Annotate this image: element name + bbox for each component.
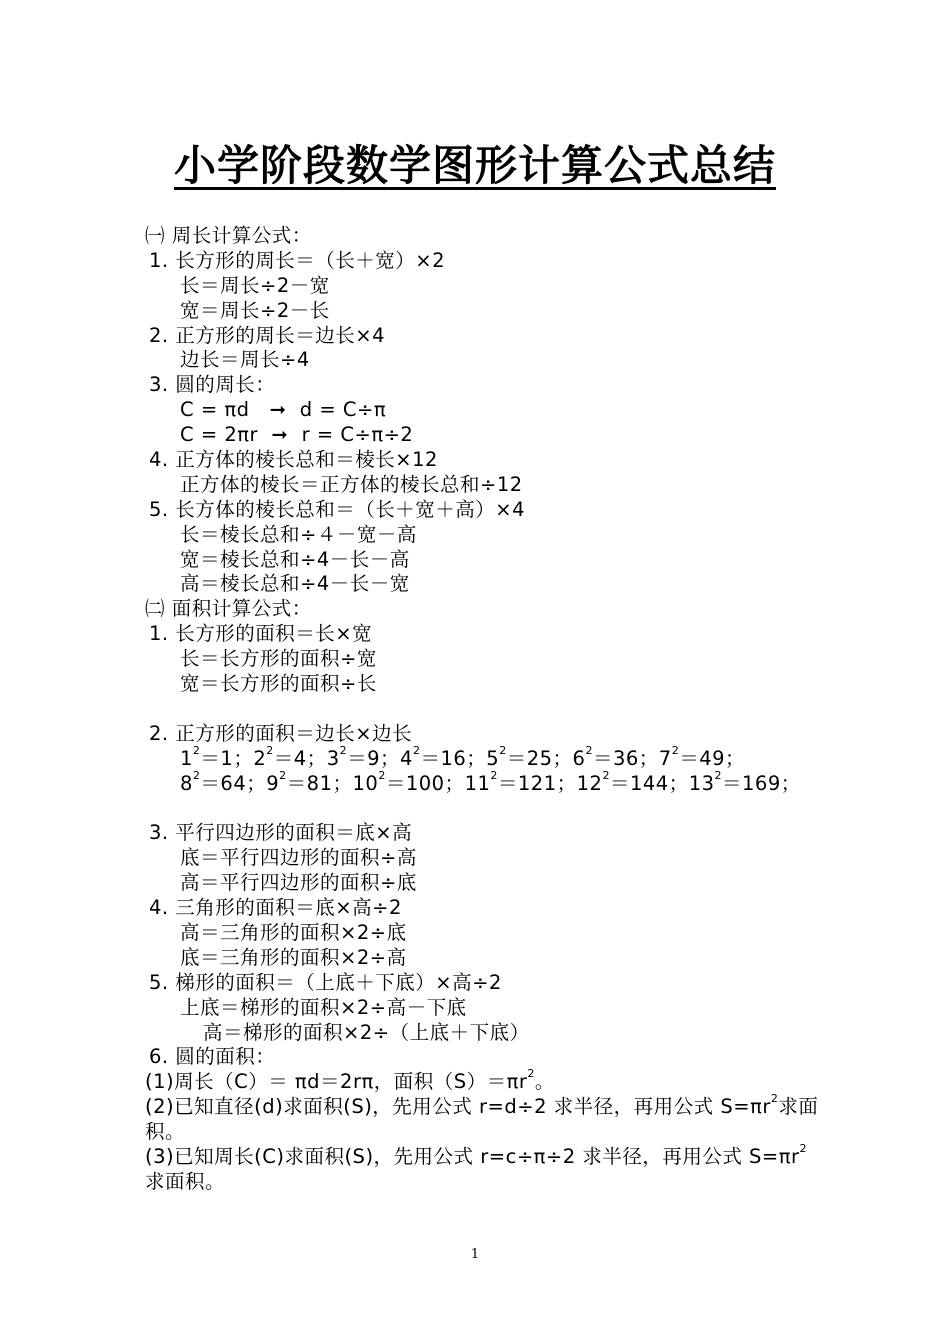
circle-note-2 xyxy=(145,1092,825,1145)
formula-line: 长＝长方形的面积÷宽 xyxy=(180,647,377,671)
square-result: ＝16； xyxy=(420,746,487,770)
formula-line: 宽＝长方形的面积÷长 xyxy=(180,672,377,696)
square-result: ＝100； xyxy=(385,771,465,795)
section-heading-perimeter: ㈠ 周长计算公式： xyxy=(145,224,312,247)
formula-line: 1. 长方形的周长＝（长＋宽）×2 xyxy=(149,248,446,272)
square-result: ＝121； xyxy=(497,771,577,795)
square-base: 10 xyxy=(352,771,379,795)
formula-line: 4. 三角形的面积＝底×高÷2 xyxy=(149,896,402,920)
formula-body xyxy=(145,224,825,1195)
formula-line: 高＝梯形的面积×2÷（上底＋下底） xyxy=(203,1020,530,1044)
formula-line: 1. 长方形的面积＝长×宽 xyxy=(149,622,373,646)
superscript: 2 xyxy=(770,1092,779,1106)
spacer xyxy=(145,697,825,722)
note-text: 。 xyxy=(534,1070,555,1094)
superscript: 2 xyxy=(602,768,610,782)
square-result: ＝9； xyxy=(347,746,401,770)
formula-line: 边长＝周长÷4 xyxy=(180,348,310,372)
superscript: 2 xyxy=(714,768,723,782)
square-result: ＝169； xyxy=(722,771,801,795)
formula-line: 3. 平行四边形的面积＝底×高 xyxy=(149,821,413,845)
page-number: 1 xyxy=(470,1247,480,1262)
square-base: 8 xyxy=(180,771,193,795)
squares-row-1 xyxy=(145,743,825,772)
superscript: 2 xyxy=(499,743,507,757)
page-title: 小学阶段数学图形计算公式总结 xyxy=(173,141,776,190)
formula-line: 长＝周长÷2－宽 xyxy=(180,273,330,297)
note-text: 求面积。 xyxy=(145,1169,226,1193)
square-result: ＝81； xyxy=(286,771,353,795)
superscript: 2 xyxy=(490,768,498,782)
square-base: 6 xyxy=(572,746,586,770)
formula-line: 宽＝周长÷2－长 xyxy=(180,298,330,322)
formula-line: 5. 长方体的棱长总和＝（长＋宽＋高）×4 xyxy=(149,497,526,521)
formula-line: 长＝棱长总和÷４－宽－高 xyxy=(180,522,417,546)
note-text: (2)已知直径(d)求面积(S)，先用公式 r=d÷2 求半径，再用公式 S=πr xyxy=(145,1095,771,1119)
square-result: ＝4； xyxy=(273,746,327,770)
superscript: 2 xyxy=(339,743,348,757)
square-base: 4 xyxy=(400,746,413,770)
square-result: ＝144； xyxy=(609,771,689,795)
square-base: 1 xyxy=(180,746,193,770)
square-result: ＝36； xyxy=(592,746,659,770)
square-base: 9 xyxy=(266,771,280,795)
circle-note-1 xyxy=(145,1067,825,1095)
squares-row-2 xyxy=(145,768,825,797)
formula-line: 宽＝棱长总和÷4－长－高 xyxy=(180,547,410,571)
formula-line: C = 2πr ➞ r = C÷π÷2 xyxy=(180,423,414,447)
formula-line: 上底＝梯形的面积×2÷高－下底 xyxy=(180,995,467,1019)
note-text: 求面积。 xyxy=(145,1095,819,1144)
note-text: (1)周长（C）＝ πd＝2rπ，面积（S）＝πr xyxy=(145,1070,528,1094)
square-result: ＝64； xyxy=(200,771,267,795)
formula-line: 底＝平行四边形的面积÷高 xyxy=(180,846,417,870)
formula-line: 正方体的棱长＝正方体的棱长总和÷12 xyxy=(180,472,523,496)
formula-line: 4. 正方体的棱长总和＝棱长×12 xyxy=(149,448,438,472)
formula-line: 5. 梯形的面积＝（上底＋下底）×高÷2 xyxy=(149,970,502,994)
formula-line: 高＝棱长总和÷4－长－宽 xyxy=(180,572,410,596)
square-base: 7 xyxy=(658,746,672,770)
section-heading-area: ㈡ 面积计算公式： xyxy=(145,597,312,621)
superscript: 2 xyxy=(527,1067,535,1081)
superscript: 2 xyxy=(192,743,201,757)
formula-line: 底＝三角形的面积×2÷高 xyxy=(180,945,407,969)
square-base: 2 xyxy=(253,746,267,770)
formula-line: 2. 正方形的周长＝边长×4 xyxy=(149,323,386,347)
superscript: 2 xyxy=(585,743,593,757)
formula-line: C = πd ➞ d = C÷π xyxy=(180,398,387,422)
square-base: 3 xyxy=(326,746,340,770)
square-result: ＝1； xyxy=(200,746,254,770)
superscript: 2 xyxy=(378,768,386,782)
square-result: ＝25； xyxy=(506,746,573,770)
square-base: 12 xyxy=(576,771,603,795)
superscript: 2 xyxy=(671,743,680,757)
square-base: 11 xyxy=(464,771,491,795)
square-base: 13 xyxy=(688,771,715,795)
spacer xyxy=(145,796,825,821)
square-base: 5 xyxy=(486,746,500,770)
formula-line: 3. 圆的周长： xyxy=(149,373,276,397)
superscript: 2 xyxy=(192,768,201,782)
formula-line: 高＝三角形的面积×2÷底 xyxy=(180,920,407,944)
superscript: 2 xyxy=(412,743,421,757)
note-text: (3)已知周长(C)求面积(S)，先用公式 r=c÷π÷2 求半径，再用公式 S=πr xyxy=(145,1144,800,1168)
formula-line: 高＝平行四边形的面积÷底 xyxy=(180,871,417,895)
formula-line: 2. 正方形的面积＝边长×边长 xyxy=(149,721,413,745)
formula-line: 6. 圆的面积： xyxy=(149,1045,276,1069)
superscript: 2 xyxy=(279,768,287,782)
superscript: 2 xyxy=(266,743,274,757)
superscript: 2 xyxy=(799,1141,808,1155)
circle-note-3 xyxy=(145,1141,825,1195)
square-result: ＝49； xyxy=(679,746,746,770)
